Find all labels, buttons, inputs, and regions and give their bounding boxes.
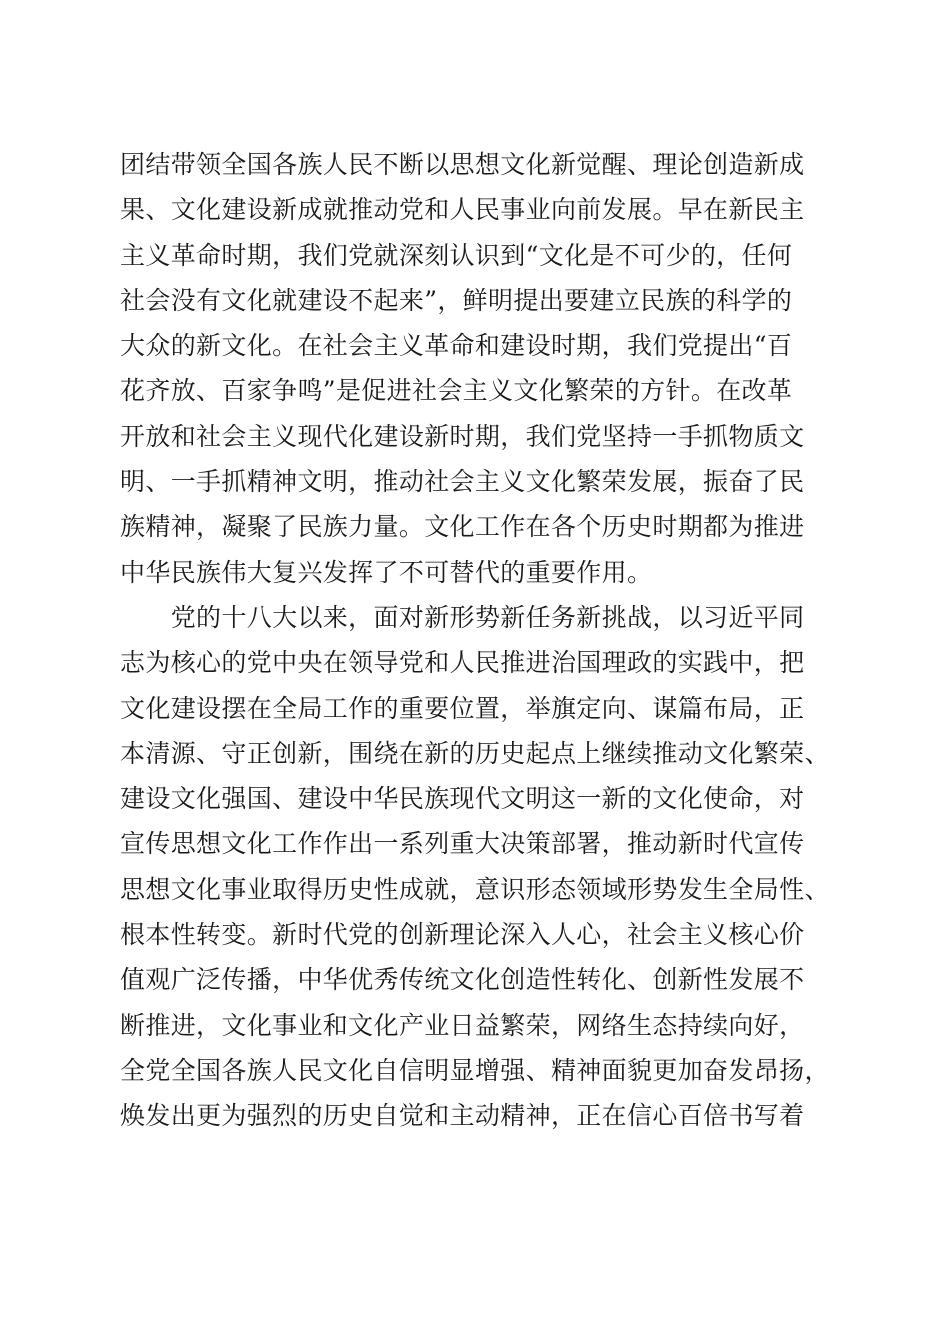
- text-line: 明、一手抓精神文明，推动社会主义文化繁荣发展，振奋了民: [120, 467, 805, 497]
- text-line: 根本性转变。新时代党的创新理论深入人心，社会主义核心价: [120, 920, 805, 950]
- body-text: [120, 142, 840, 1139]
- text-line: 宣传思想文化工作作出一系列重大决策部署，推动新时代宣传: [120, 829, 805, 859]
- text-line: 文化建设摆在全局工作的重要位置，举旗定向、谋篇布局，正: [120, 693, 805, 723]
- text-line: 中华民族伟大复兴发挥了不可替代的重要作用。: [120, 557, 653, 587]
- text-line: 花齐放、百家争鸣”是促进社会主义文化繁荣的方针。在改革: [120, 376, 793, 406]
- text-line: 社会没有文化就建设不起来”，鲜明提出要建立民族的科学的: [120, 285, 793, 315]
- text-line: 思想文化事业取得历史性成就，意识形态领域形势发生全局性、: [120, 874, 830, 904]
- text-line: 党的十八大以来，面对新形势新任务新挑战，以习近平同: [120, 602, 805, 632]
- text-line: 团结带领全国各族人民不断以思想文化新觉醒、理论创造新成: [120, 150, 805, 179]
- text-line: 建设文化强国、建设中华民族现代文明这一新的文化使命，对: [120, 784, 805, 814]
- text-line: 族精神，凝聚了民族力量。文化工作在各个历史时期都为推进: [120, 512, 805, 542]
- text-line: 本清源、守正创新，围绕在新的历史起点上继续推动文化繁荣、: [120, 738, 830, 768]
- text-line: 全党全国各族人民文化自信明显增强、精神面貌更加奋发昂扬，: [120, 1055, 830, 1085]
- text-line: 值观广泛传播，中华优秀传统文化创造性转化、创新性发展不: [120, 965, 805, 995]
- text-line: 果、文化建设新成就推动党和人民事业向前发展。早在新民主: [120, 195, 805, 225]
- text-line: 志为核心的党中央在领导党和人民推进治国理政的实践中，把: [120, 648, 805, 678]
- text-line: 断推进，文化事业和文化产业日益繁荣，网络生态持续向好，: [120, 1010, 805, 1040]
- text-line: 开放和社会主义现代化建设新时期，我们党坚持一手抓物质文: [120, 421, 805, 451]
- text-line: 主义革命时期，我们党就深刻认识到“文化是不可少的，任何: [120, 240, 793, 270]
- text-line: 大众的新文化。在社会主义革命和建设时期，我们党提出“百: [120, 331, 793, 361]
- text-line: 焕发出更为强烈的历史自觉和主动精神，正在信心百倍书写着: [120, 1101, 805, 1131]
